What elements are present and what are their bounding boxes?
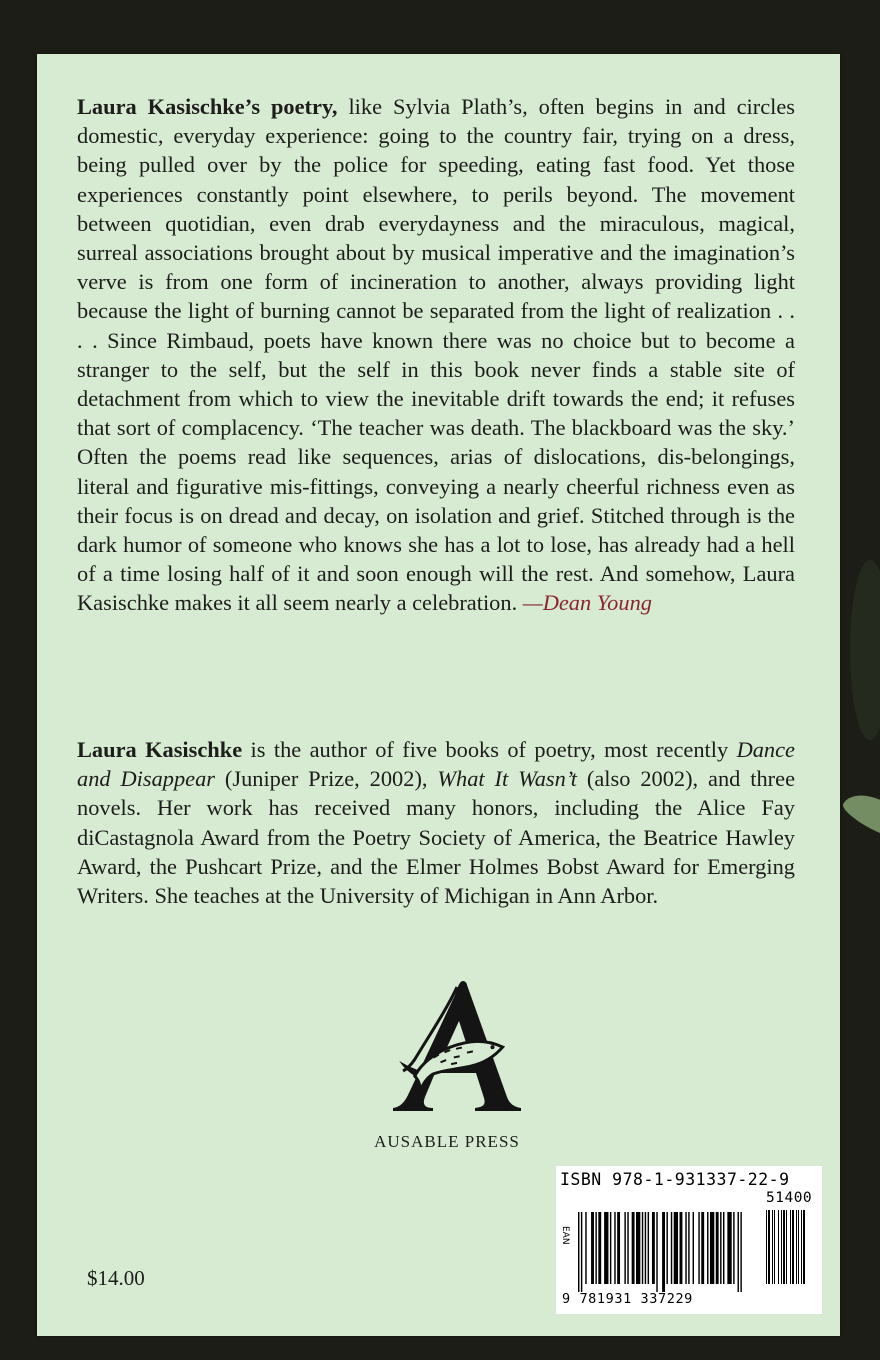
- barcode-bar: [642, 1212, 643, 1284]
- barcode-bar: [707, 1212, 708, 1284]
- barcode-bar: [774, 1210, 775, 1284]
- barcode-bar: [766, 1210, 767, 1284]
- bio-book-title-1: Dance and Disappear: [77, 737, 795, 792]
- isbn-barcode: [556, 1166, 822, 1314]
- barcode-bar: [610, 1212, 611, 1284]
- barcode-bar: [685, 1212, 686, 1284]
- barcode-bar: [598, 1212, 601, 1284]
- blurb-attribution: —Dean Young: [522, 590, 652, 616]
- bio-part1: is the author of five books of poetry, most recently: [242, 737, 737, 762]
- barcode-bar: [636, 1212, 640, 1284]
- barcode-bar: [656, 1212, 657, 1292]
- barcode-bar: [624, 1212, 625, 1284]
- barcode-bar: [578, 1212, 579, 1292]
- barcode-bar: [701, 1212, 704, 1284]
- barcode-bar: [723, 1212, 724, 1284]
- blurb-paragraph: [77, 92, 795, 618]
- price-addon-number: 51400: [766, 1190, 813, 1206]
- barcode-bar: [604, 1212, 608, 1284]
- barcode-bar: [652, 1212, 655, 1284]
- barcode-bar: [733, 1212, 734, 1284]
- book-back-cover: [37, 54, 840, 1336]
- barcode-bar: [632, 1212, 635, 1284]
- barcode-bar: [627, 1212, 628, 1284]
- publisher-logo-icon: [367, 979, 527, 1114]
- barcode-bar: [781, 1210, 782, 1284]
- ean-bars: [578, 1212, 762, 1292]
- barcode-bar: [786, 1210, 787, 1284]
- bio-lead: Laura Kasischke: [77, 737, 243, 762]
- barcode-bar: [581, 1212, 582, 1292]
- bio-part3: (also 2002), and three novels. Her work has received many honors, including the Alice Fay diCastagnola Award from the Poetry Society of America, the Beatrice Hawley Award, the Pushcart Prize, and the Elmer Holmes Bobst Award for Emerging Writers. She teaches at the University of Michigan in Ann Arbor.: [77, 766, 796, 909]
- background-leaf: [839, 785, 880, 844]
- barcode-bar: [796, 1210, 797, 1284]
- barcode-bar: [671, 1212, 672, 1284]
- addon-bars: [766, 1210, 816, 1292]
- blurb-lead: Laura Kasischke’s poetry,: [77, 94, 338, 119]
- barcode-bar: [662, 1212, 665, 1292]
- barcode-bar: [591, 1212, 594, 1284]
- isbn-number: ISBN 978-1-931337-22-9: [560, 1170, 790, 1189]
- barcode-bar: [738, 1212, 739, 1292]
- barcode-bar: [595, 1212, 596, 1284]
- blurb-body: like Sylvia Plath’s, often begins in and circles domestic, everyday experience: going to the country fair, trying on a dress, being pulled over by the police for speeding, eating fast food. Yet those experiences constantly point elsewhere, to perils beyond. The movement between quotidian, even drab everydayness and the miraculous, magical, surreal associations brought about by musical imperative and the imagination’s verve is from one form of incineration to another, always providing light because the light of burning cannot be separated from the light of realization . . . . Since Rimbaud, poets have known there was no choice but to become a stranger to the self, but the self in this book never finds a stable site of detachment from which to view the inevitable drift towards the end; it refuses that sort of complacency. ‘The teacher was death. The blackboard was the sky.’ Often the poems read like sequences, arias of dislocations, dis-belongings, literal and figurative mis-fittings, conveying a nearly cheerful richness even as their focus is on dread and decay, on isolation and grief. Stitched through is the dark humor of someone who knows she has a lot to lose, has already had a hell of a time losing half of it and soon enough will the rest. And somehow, Laura Kasischke makes it all seem nearly a celebration.: [77, 94, 796, 616]
- barcode-bar: [801, 1210, 802, 1284]
- barcode-bar: [716, 1212, 719, 1284]
- barcode-bar: [710, 1212, 714, 1284]
- barcode-bar: [790, 1210, 791, 1284]
- barcode-bar: [772, 1210, 773, 1284]
- author-bio-paragraph: [77, 735, 795, 910]
- barcode-bar: [740, 1212, 741, 1292]
- barcode-bar: [617, 1212, 620, 1284]
- barcode-bar: [645, 1212, 646, 1284]
- barcode-bar: [778, 1210, 779, 1284]
- barcode-bar: [803, 1210, 805, 1284]
- barcode-bar: [727, 1212, 731, 1284]
- barcode-bar: [666, 1212, 667, 1284]
- barcode-bar: [768, 1210, 770, 1284]
- barcode-bar: [698, 1212, 699, 1284]
- barcode-bar: [720, 1212, 721, 1284]
- ean-digits: 9 781931 337229: [562, 1291, 693, 1307]
- barcode-bar: [674, 1212, 678, 1284]
- ean-label: EAN: [560, 1226, 570, 1245]
- barcode-bar: [798, 1210, 799, 1284]
- bio-part2: (Juniper Prize, 2002),: [215, 766, 438, 792]
- barcode-bar: [693, 1212, 694, 1284]
- price-label: $14.00: [87, 1266, 145, 1290]
- barcode-bar: [585, 1212, 586, 1284]
- barcode-bar: [648, 1212, 649, 1284]
- barcode-bar: [680, 1212, 683, 1284]
- bio-book-title-2: What It Wasn’t: [437, 766, 578, 792]
- barcode-bar: [792, 1210, 794, 1284]
- barcode-bar: [614, 1212, 615, 1284]
- publisher-name: AUSABLE PRESS: [374, 1132, 520, 1151]
- barcode-bar: [688, 1212, 689, 1284]
- background-foliage: [850, 560, 880, 740]
- barcode-bar: [783, 1210, 785, 1284]
